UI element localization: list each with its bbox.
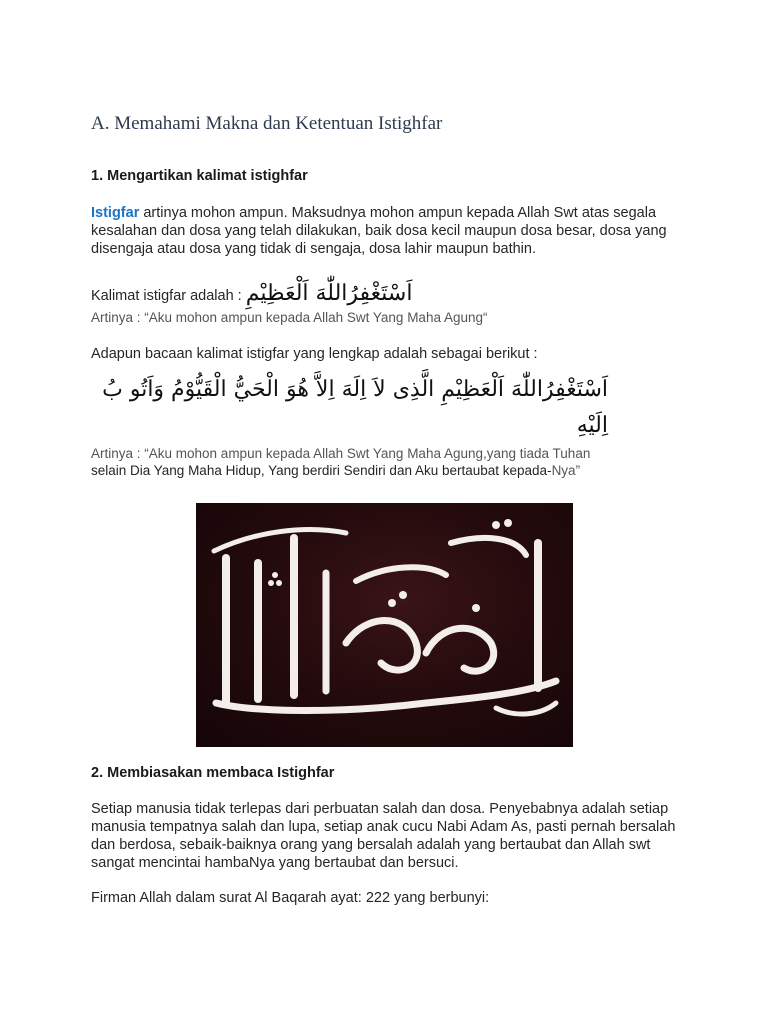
kalimat-arabic: اَسْتَغْفِرُاللّٰهَ اَلْعَظِيْمِ bbox=[245, 281, 413, 306]
istigfar-definition-paragraph bbox=[91, 204, 681, 258]
kalimat-istigfar-line bbox=[91, 277, 681, 313]
lengkap-intro: Adapun bacaan kalimat istigfar yang lengkap adalah sebagai berikut : bbox=[91, 346, 538, 362]
membiasakan-paragraph: Setiap manusia tidak terlepas dari perbuatan salah dan dosa. Penyebabnya adalah setiap manusia tempatnya salah dan lupa, setiap anak cucu Nabi Adam As, pasti pernah bersalah dan berdosa, sebaik-baiknya orang yang bersalah adalah yang bertaubat dan Allah swt sangat mencintai hambaNya yang bertaubat dan bersuci. bbox=[91, 801, 676, 871]
lengkap-meaning-part2: selain Dia Yang Maha Hidup, Yang berdiri Sendiri dan Aku bertaubat kepada- bbox=[91, 463, 552, 478]
istighfar-calligraphy-image bbox=[196, 503, 573, 747]
lengkap-meaning-part3: Nya” bbox=[551, 463, 581, 478]
istigfar-link[interactable]: Istigfar bbox=[91, 205, 140, 221]
lengkap-meaning-part1: Artinya : “Aku mohon ampun kepada Allah Swt Yang Maha Agung,yang tiada Tuhan bbox=[91, 446, 591, 461]
calligraphy-art bbox=[196, 503, 573, 747]
kalimat-meaning: Artinya : “Aku mohon ampun kepada Allah Swt Yang Maha Agung“ bbox=[91, 310, 488, 325]
subheading-mengartikan: 1. Mengartikan kalimat istighfar bbox=[91, 168, 308, 184]
section-title: A. Memahami Makna dan Ketentuan Istighfar bbox=[91, 113, 443, 134]
subheading-membiasakan: 2. Membiasakan membaca Istighfar bbox=[91, 765, 335, 781]
lengkap-meaning bbox=[91, 445, 681, 479]
istigfar-definition-text: artinya mohon ampun. Maksudnya mohon ampun kepada Allah Swt atas segala kesalahan dan dosa yang telah dilakukan, baik dosa kecil maupun dosa besar, dosa yang disengaja atau dosa yang tidak di sengaja, dosa lahir maupun bathin. bbox=[91, 205, 667, 257]
lengkap-arabic: اَسْتَغْفِرُاللّٰهَ اَلْعَظِيْمِ الَّذِى لاَ اِلَهَ اِلاَّ هُوَ الْحَيُّ الْقَيُّوْمُ وَاَتُو بُ اِلَيْهِ bbox=[102, 377, 608, 438]
firman-allah-line: Firman Allah dalam surat Al Baqarah ayat: 222 yang berbunyi: bbox=[91, 890, 490, 906]
kalimat-label: Kalimat istigfar adalah : bbox=[91, 288, 246, 304]
